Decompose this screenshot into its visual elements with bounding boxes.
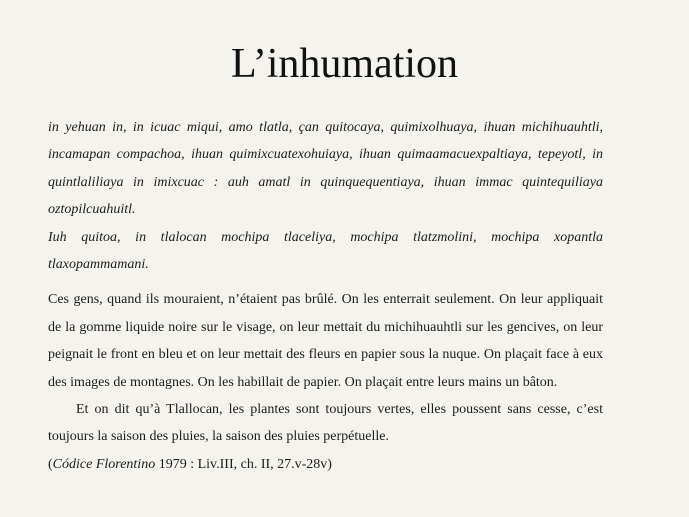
- citation-details: 1979 : Liv.III, ch. II, 27.v-28v): [155, 456, 332, 472]
- citation: [48, 451, 603, 478]
- slide-body: [48, 114, 603, 478]
- french-translation: [48, 286, 603, 478]
- citation-open-paren: (: [48, 456, 53, 472]
- french-paragraph-2: Et on dit qu’à Tlallocan, les plantes sont toujours vertes, elles poussent sans cesse, c’est toujours la saison des pluies, la saison des pluies perpétuelle.: [48, 402, 603, 445]
- nahuatl-paragraph-1: in yehuan in, in icuac miqui, amo tlatla, çan quitocaya, quimixolhuaya, ihuan michihuauhtli, incamapan compachoa, ihuan quimixcuatexohuiaya, ihuan quimaamacuexpaltiaya, tepeyotl, in quintlaliliaya in imixcuac : auh amatl in quinquequentiaya, ihuan immac quintequiliaya oztopilcuahuitl.: [48, 120, 603, 218]
- citation-source: Códice Florentino: [52, 456, 156, 472]
- french-paragraph-1: Ces gens, quand ils mouraient, n’étaient pas brûlé. On les enterrait seulement. On leur appliquait de la gomme liquide noire sur le visage, on leur mettait du michihuauhtli sur les gencives, on leur peignait le front en bleu et on leur mettait des fleurs en papier sous la nuque. On plaçait face à eux des images de montagnes. On les habillait de papier. On plaçait entre leurs mains un bâton.: [48, 292, 603, 390]
- nahuatl-paragraph-2: Iuh quitoa, in tlalocan mochipa tlaceliya, mochipa tlatzmolini, mochipa xopantla tlaxopammamani.: [48, 229, 603, 273]
- slide-title: L’inhumation: [230, 41, 459, 87]
